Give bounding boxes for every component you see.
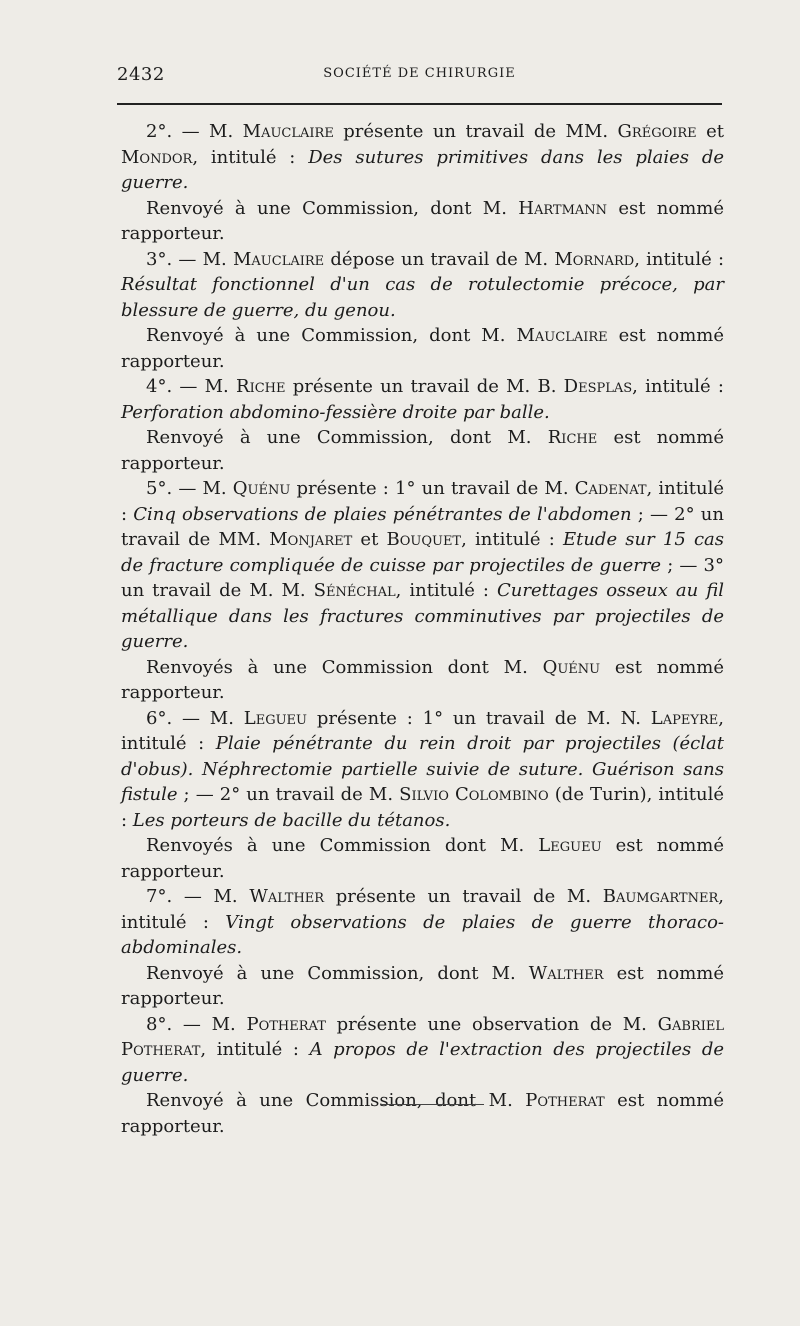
referral-paragraph: Renvoyé à une Commission, dont M. Walther est nommé rapporteur.: [121, 962, 724, 1009]
item-paragraph: 6°. — M. Legueu présente : 1° un travail de M. N. Lapeyre, intitulé : Plaie pénétrante du rein droit par projectiles (éclat d'obus). Néphrectomie partielle suivie de suture. Guérison sans fistule ; — 2° un travail de M. Silvio Colombino (de Turin), intitulé : Les porteurs de bacille du tétanos.: [121, 707, 725, 831]
item-paragraph: 7°. — M. Walther présente un travail de M. Baumgartner, intitulé : Vingt observations de plaies de guerre thoraco-abdominales.: [121, 886, 724, 958]
item-paragraph: 4°. — M. Riche présente un travail de M. B. Desplas, intitulé : Perforation abdomino-fessière droite par balle.: [121, 376, 724, 423]
page-header: [117, 64, 722, 92]
referral-paragraph: Renvoyés à une Commission dont M. Legueu est nommé rapporteur.: [121, 835, 724, 882]
closing-rule: [380, 1104, 484, 1105]
header-rule: [117, 103, 722, 105]
item-paragraph: 3°. — M. Mauclaire dépose un travail de M. Mornard, intitulé : Résultat fonctionnel d'un cas de rotulectomie précoce, par blessure de guerre, du genou.: [121, 248, 725, 321]
page-number: 2432: [117, 64, 165, 85]
referral-paragraph: Renvoyé à une Commission, dont M. Hartmann est nommé rapporteur.: [121, 197, 724, 244]
referral-paragraph: Renvoyé à une Commission, dont M. Riche est nommé rapporteur.: [121, 427, 724, 474]
running-title: SOCIÉTÉ DE CHIRURGIE: [323, 66, 516, 81]
body-text: [121, 119, 724, 1139]
referral-paragraph: Renvoyé à une Commission, dont M. Potherat est nommé rapporteur.: [121, 1090, 724, 1137]
referral-paragraph: Renvoyé à une Commission, dont M. Mauclaire est nommé rapporteur.: [121, 325, 724, 372]
item-paragraph: 2°. — M. Mauclaire présente un travail de MM. Grégoire et Mondor, intitulé : Des sutures primitives dans les plaies de guerre.: [121, 121, 725, 193]
item-paragraph: 5°. — M. Quénu présente : 1° un travail de M. Cadenat, intitulé : Cinq observations de plaies pénétrantes de l'abdomen ; — 2° un travail de MM. Monjaret et Bouquet, intitulé : Etude sur 15 cas de fracture compliquée de cuisse par projectiles de guerre ; — 3° un travail de M. M. Sénéchal, intitulé : Curettages osseux au fil métallique dans les fractures comminutives par projectiles de guerre.: [121, 478, 724, 652]
referral-paragraph: Renvoyés à une Commission dont M. Quénu est nommé rapporteur.: [121, 656, 724, 703]
item-paragraph: 8°. — M. Potherat présente une observation de M. Gabriel Potherat, intitulé : A propos de l'extraction des projectiles de guerre.: [121, 1013, 724, 1086]
